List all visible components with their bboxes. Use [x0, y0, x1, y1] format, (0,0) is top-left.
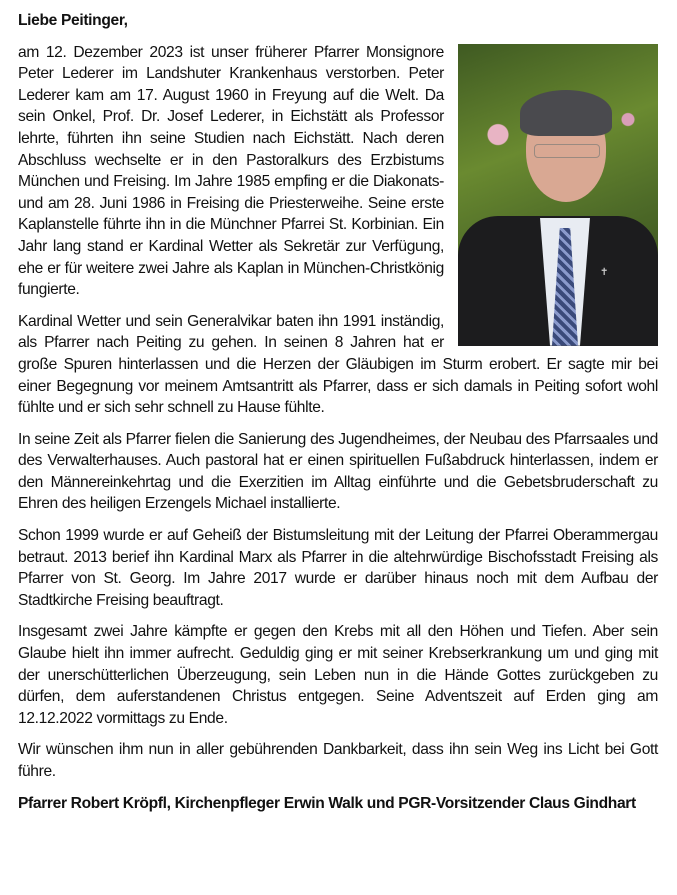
- cross-pin-icon: ✝: [600, 266, 609, 278]
- paragraph-later-career: Schon 1999 wurde er auf Geheiß der Bistumsleitung mit der Leitung der Pfarrei Oberammergau betraut. 2013 berief ihn Kardinal Marx als Pfarrer in die altehrwürdige Bischofsstadt Freising als Pfarrer von St. Georg. Im Jahre 2017 wurde er darüber hinaus noch mit dem Aufbau der Stadtkirche Freising beauftragt.: [18, 527, 658, 609]
- paragraph-peiting: Kardinal Wetter und sein Generalvikar baten ihn 1991 inständig, als Pfarrer nach Peiting zu gehen. In seinen 8 Jahren hat er große Spuren hinterlassen und die Herzen der Gläubigen im Sturm erobert. Er sagte mir bei einer Begegnung vor meinem Amtsantritt als Pfarrer, dass er sich damals in Peiting sofort wohl fühlte und er sich sehr schnell zu Hause fühlte.: [18, 312, 658, 417]
- portrait-photo: [458, 44, 658, 346]
- photo-glasses: [534, 144, 600, 158]
- paragraph-pastoral-work: In seine Zeit als Pfarrer fielen die Sanierung des Jugendheimes, der Neubau des Pfarrsaales und des Verwalterhauses. Auch pastoral hat er einen spirituellen Fußabdruck hinterlassen, indem er den Männereinkehrtag und die Exerzitien im Alltag einführte und die Gebetsbruderschaft zu Ehren des heiligen Erzengels Michael installierte.: [18, 430, 658, 513]
- signature: Pfarrer Robert Kröpfl, Kirchenpfleger Erwin Walk und PGR-Vorsitzender Claus Gindhart: [18, 794, 636, 812]
- obituary-letter: [18, 10, 658, 824]
- paragraph-biography: am 12. Dezember 2023 ist unser früherer Pfarrer Monsignore Peter Lederer im Landshuter Krankenhaus verstorben. Peter Lederer kam am 17. August 1960 in Freyung auf die Welt. Da sein Onkel, Prof. Dr. Josef Lederer, in Eichstätt als Professor lehrte, führten ihn seine Studien nach Eichstätt. Nach deren Abschluss wechselte er in den Pastoralkurs des Erzbistums München und Freising. Im Jahre 1985 empfing er die Diakonats- und am 28. Juni 1986 in Freising die Priesterweihe. Seine erste Kaplanstelle führte ihn in die Münchner Pfarrei St. Korbinian. Ein Jahr lang stand er Kardinal Wetter als Sekretär zur Verfügung, ehe er für weitere zwei Jahre als Kaplan in München-Christkönig fungierte.: [18, 43, 444, 299]
- paragraph-closing-wish: Wir wünschen ihm nun in aller gebührenden Dankbarkeit, dass ihn sein Weg ins Licht bei Gott führe.: [18, 741, 658, 780]
- paragraph-illness: Insgesamt zwei Jahre kämpfte er gegen den Krebs mit all den Höhen und Tiefen. Aber sein Glaube hielt ihn immer aufrecht. Geduldig ging er mit seiner Krebserkrankung um und ging mit der unerschütterlichen Überzeugung, sein Leben nun in die Hände Gottes zurückgeben zu dürfen, dem auferstandenen Christus entgegen. Seine Adventszeit auf Erden ging am 12.12.2022 vormittags zu Ende.: [18, 623, 658, 727]
- photo-hair: [520, 90, 612, 136]
- letter-greeting: Liebe Peitinger,: [18, 12, 128, 29]
